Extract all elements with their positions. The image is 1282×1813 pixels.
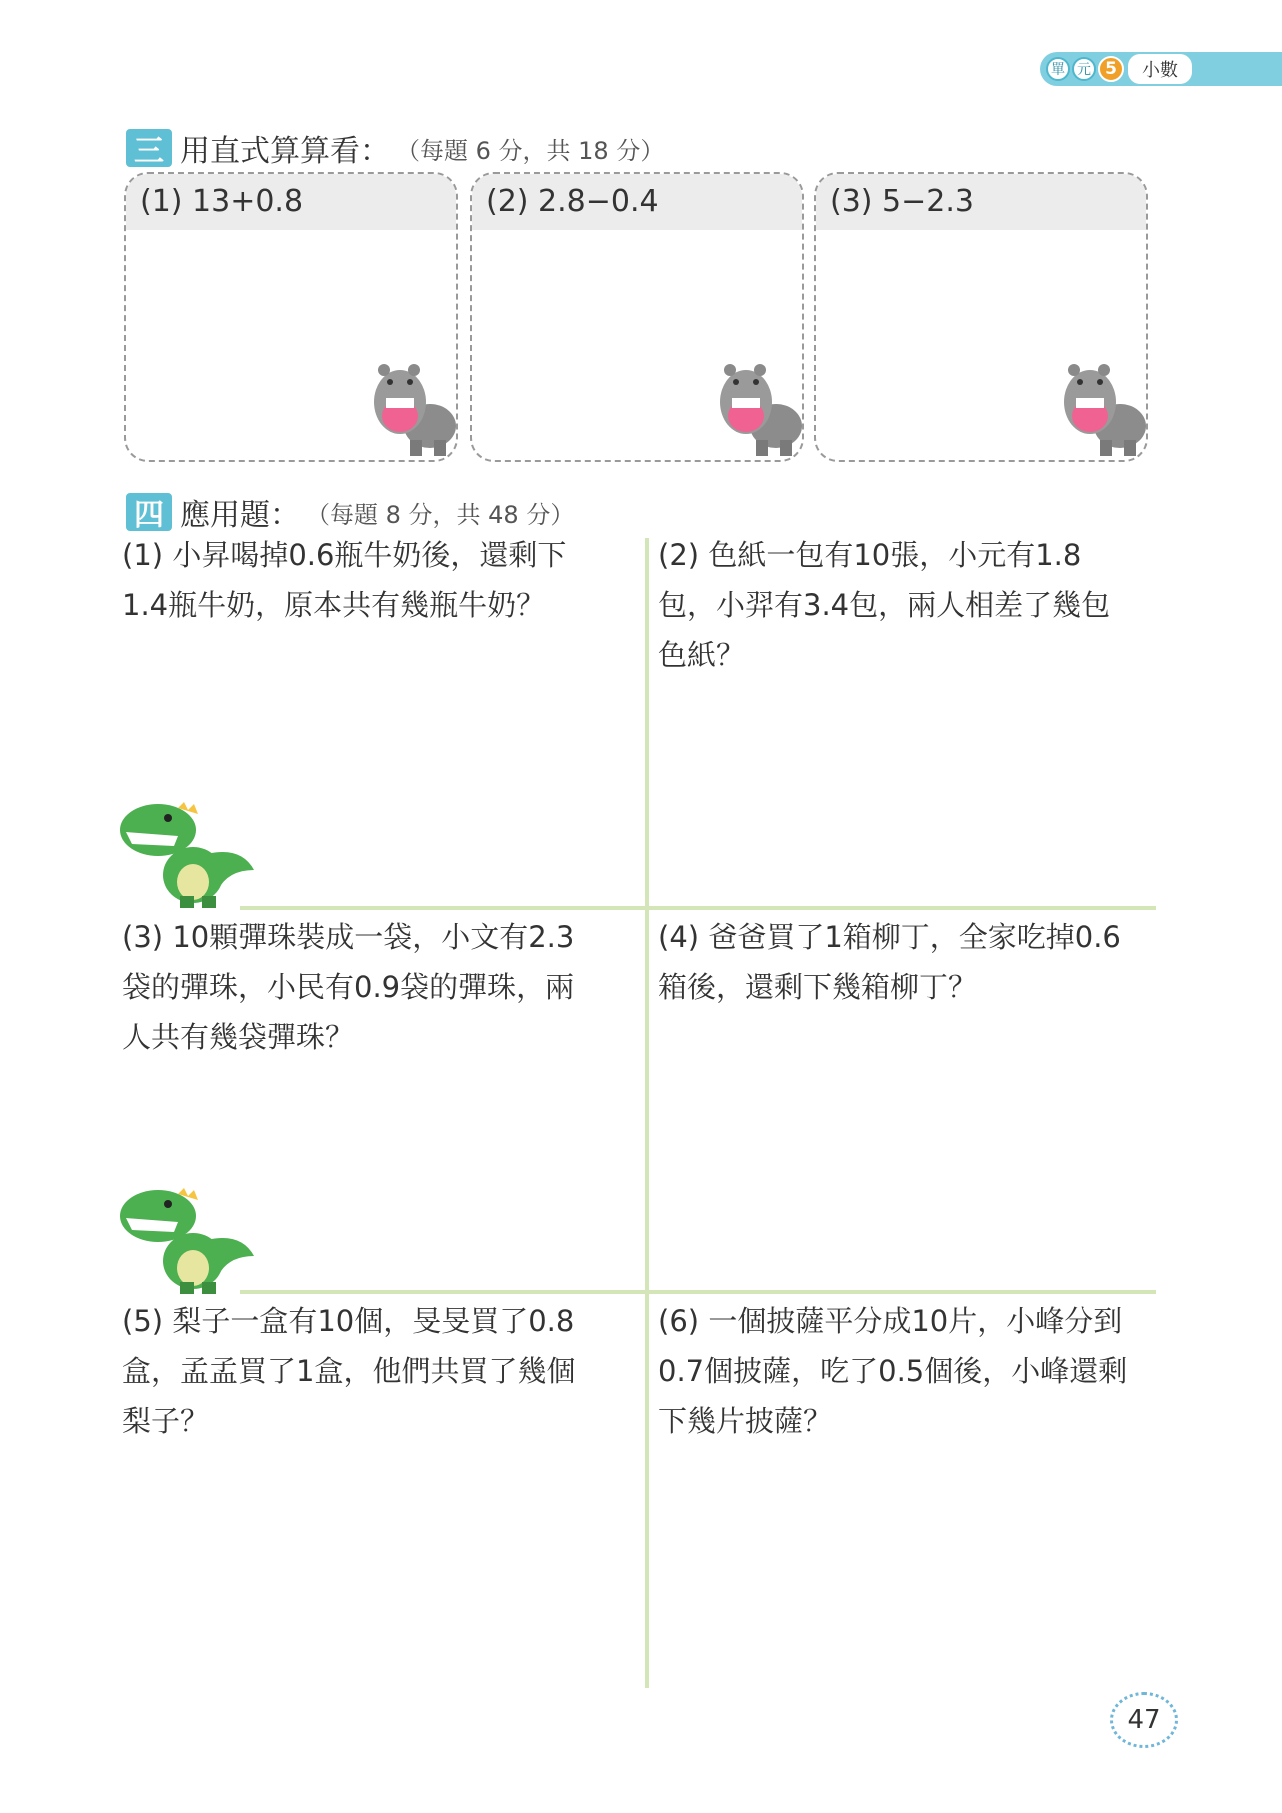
calc-problem-1: (1) 13+0.8	[126, 174, 456, 230]
calc-problem-2: (2) 2.8−0.4	[472, 174, 802, 230]
unit-number: 5	[1098, 56, 1124, 82]
dinosaur-icon	[118, 1186, 258, 1296]
problem-4-number: (4)	[658, 920, 700, 954]
section4-note: （每題 8 分，共 48 分）	[306, 500, 575, 529]
page-number: 47	[1110, 1692, 1178, 1748]
problem-3-number: (3)	[122, 920, 164, 954]
problem-3	[122, 912, 592, 1062]
problem-2-number: (2)	[658, 538, 700, 572]
problem-5-number: (5)	[122, 1304, 164, 1338]
section4-badge: 四	[126, 493, 172, 531]
problem-5-text: 梨子一盒有10個，旻旻買了0.8盒，孟孟買了1盒，他們共買了幾個梨子？	[122, 1304, 576, 1438]
section4-title: 應用題：	[180, 498, 300, 533]
problem-6-text: 一個披薩平分成10片，小峰分到0.7個披薩，吃了0.5個後，小峰還剩下幾片披薩？	[658, 1304, 1128, 1438]
section3-note: （每題 6 分，共 18 分）	[396, 136, 665, 165]
problem-1-text: 小昇喝掉0.6瓶牛奶後，還剩下1.4瓶牛奶，原本共有幾瓶牛奶？	[122, 538, 567, 622]
problem-6	[658, 1296, 1128, 1446]
problem-1	[122, 530, 592, 630]
problem-2	[658, 530, 1128, 680]
section3-title: 用直式算算看：	[180, 134, 390, 169]
problem-4	[658, 912, 1128, 1012]
problem-3-text: 10顆彈珠裝成一袋，小文有2.3袋的彈珠，小民有0.9袋的彈珠，兩人共有幾袋彈珠？	[122, 920, 575, 1054]
problem-5	[122, 1296, 592, 1446]
horizontal-divider-2	[240, 1290, 1156, 1294]
unit-tab	[1040, 52, 1282, 86]
calc-box-1[interactable]	[124, 172, 458, 462]
section3-badge: 三	[126, 129, 172, 167]
section3-header	[126, 126, 664, 170]
dinosaur-icon	[118, 800, 258, 910]
problem-6-number: (6)	[658, 1304, 700, 1338]
hippo-icon	[716, 360, 802, 456]
calc-problem-3: (3) 5−2.3	[816, 174, 1146, 230]
unit-name: 小數	[1128, 54, 1192, 84]
vertical-divider	[645, 538, 649, 1688]
problem-1-number: (1)	[122, 538, 164, 572]
hippo-icon	[370, 360, 456, 456]
horizontal-divider-1	[240, 906, 1156, 910]
unit-char-2: 元	[1072, 57, 1096, 81]
calc-box-3[interactable]	[814, 172, 1148, 462]
section4-header	[126, 490, 574, 534]
calc-box-2[interactable]	[470, 172, 804, 462]
problem-4-text: 爸爸買了1箱柳丁，全家吃掉0.6箱後，還剩下幾箱柳丁？	[658, 920, 1121, 1004]
unit-char-1: 單	[1046, 57, 1070, 81]
hippo-icon	[1060, 360, 1146, 456]
problem-2-text: 色紙一包有10張，小元有1.8包，小羿有3.4包，兩人相差了幾包色紙？	[658, 538, 1111, 672]
